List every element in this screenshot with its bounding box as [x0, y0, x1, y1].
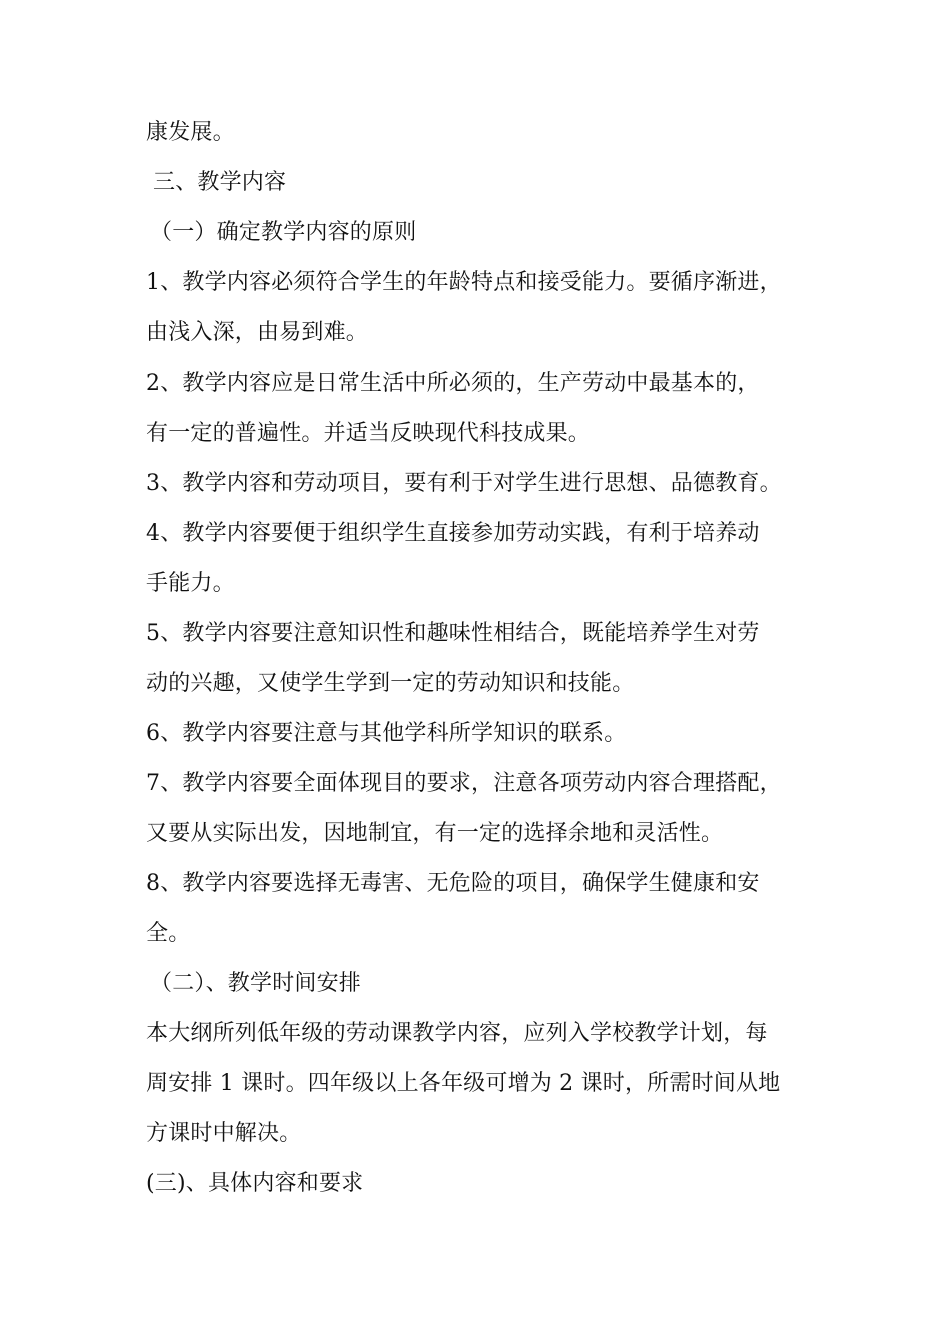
text-line: 有一定的普遍性。并适当反映现代科技成果。 — [146, 421, 591, 446]
section-heading: 三、教学内容 — [153, 170, 287, 195]
text-line: 方课时中解决。 — [146, 1121, 302, 1146]
text-line: 又要从实际出发，因地制宜，有一定的选择余地和灵活性。 — [146, 821, 724, 846]
text-line: 由浅入深，由易到难。 — [146, 320, 369, 345]
text-line: 动的兴趣，又使学生学到一定的劳动知识和技能。 — [146, 671, 635, 696]
text-line: 2、教学内容应是日常生活中所必须的，生产劳动中最基本的， — [146, 371, 760, 396]
text-line: 3、教学内容和劳动项目，要有利于对学生进行思想、品德教育。 — [146, 471, 782, 496]
subsection-heading: （一）确定教学内容的原则 — [150, 220, 417, 245]
text-line: 4、教学内容要便于组织学生直接参加劳动实践，有利于培养动 — [146, 521, 760, 546]
text-line: 全。 — [146, 921, 191, 946]
text-line: 6、教学内容要注意与其他学科所学知识的联系。 — [146, 721, 627, 746]
text-line: 周安排 1 课时。四年级以上各年级可增为 2 课时，所需时间从地 — [146, 1071, 781, 1096]
text-line: 手能力。 — [146, 571, 235, 596]
text-line: 1、教学内容必须符合学生的年龄特点和接受能力。要循序渐进， — [146, 270, 782, 295]
text-line: 8、教学内容要选择无毒害、无危险的项目，确保学生健康和安 — [146, 871, 760, 896]
text-line: 本大纲所列低年级的劳动课教学内容，应列入学校教学计划，每 — [146, 1021, 768, 1046]
subsection-heading: （二）、教学时间安排 — [150, 971, 362, 996]
text-line: 7、教学内容要全面体现目的要求，注意各项劳动内容合理搭配， — [146, 771, 782, 796]
subsection-heading: (三)、具体内容和要求 — [146, 1171, 364, 1196]
text-line: 5、教学内容要注意知识性和趣味性相结合，既能培养学生对劳 — [146, 621, 760, 646]
text-line: 康发展。 — [146, 120, 235, 145]
